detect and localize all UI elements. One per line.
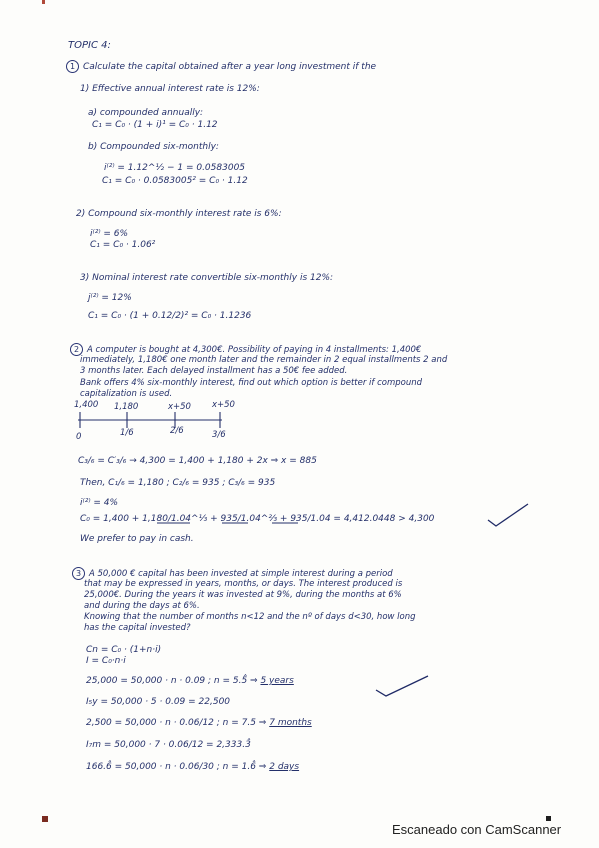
scanner-watermark: Escaneado con CamScanner xyxy=(392,822,562,837)
problem-3-number: 3 xyxy=(72,567,85,580)
problem-2-number: 2 xyxy=(70,343,83,356)
p3-formula-1: Cn = C₀ · (1+n·i) xyxy=(86,645,162,655)
p3-eq-4: I₇m = 50,000 · 7 · 0.06/12 = 2,333.3̂ xyxy=(86,740,251,750)
problem-3-line-2: that may be expressed in years, months, or days. The interest produced is xyxy=(84,579,403,589)
p3-formula-2: I = C₀·n·i xyxy=(86,656,126,666)
problem-2-line-4: Bank offers 4% six-monthly interest, find out which option is better if compound xyxy=(80,378,423,388)
scan-mark-bottom-right xyxy=(546,816,551,821)
p3-eq-3: 2,500 = 50,000 · n · 0.06/12 ; n = 7.5 ⇒ 7 months xyxy=(86,718,312,728)
p3-eq-5: 166.6̂ = 50,000 · n · 0.06/30 ; n = 1.6̂ ⇒ 2 days xyxy=(86,762,300,772)
p3-result-years: 5 years xyxy=(260,676,294,686)
p1-case-3: 3) Nominal interest rate convertible six-monthly is 12%: xyxy=(80,273,334,283)
problem-2-line-5: capitalization is used. xyxy=(80,389,173,399)
timeline-bottom-1: 1/6 xyxy=(120,428,134,438)
p1-case-1a-eq: C₁ = C₀ · (1 + i)¹ = C₀ · 1.12 xyxy=(92,120,218,130)
timeline-bottom-3: 3/6 xyxy=(212,430,226,440)
p3-result-days: 2 days xyxy=(269,762,300,772)
problem-3-line-3: 25,000€. During the years it was invested at 9%, during the months at 6% xyxy=(84,590,402,600)
p2-eq-4: C₀ = 1,400 + 1,180/1.04^⅓ + 935/1.04^⅔ + 935/1.04 = 4,412.0448 > 4,300 xyxy=(80,514,435,524)
p2-eq-2: Then, C₁/₆ = 1,180 ; C₂/₆ = 935 ; C₃/₆ = 935 xyxy=(80,478,276,488)
problem-2-line-3: 3 months later. Each delayed installment has a 50€ fee added. xyxy=(80,366,348,376)
problem-2-line-1: 2 A computer is bought at 4,300€. Possibility of paying in 4 installments: 1,400€ xyxy=(70,343,421,356)
problem-1-number: 1 xyxy=(66,60,79,73)
p1-case-3-eq2: C₁ = C₀ · (1 + 0.12/2)² = C₀ · 1.1236 xyxy=(88,311,252,321)
problem-2-line-2: immediately, 1,180€ one month later and the remainder in 2 equal installments 2 and xyxy=(80,355,448,365)
timeline-bottom-2: 2/6 xyxy=(170,426,184,436)
p1-case-2-eq2: C₁ = C₀ · 1.06² xyxy=(90,240,156,250)
page-title: TOPIC 4: xyxy=(68,40,111,51)
p1-case-1: 1) Effective annual interest rate is 12%: xyxy=(80,84,260,94)
p3-eq-1: 25,000 = 50,000 · n · 0.09 ; n = 5.5̂ ⇒ 5 years xyxy=(86,676,294,686)
problem-3-line-5: Knowing that the number of months n<12 and the nº of days d<30, how long xyxy=(84,612,416,622)
p2-eq-1: C₃/₆ = C′₃/₆ → 4,300 = 1,400 + 1,180 + 2x ⇒ x = 885 xyxy=(78,456,317,466)
timeline-bottom-0: 0 xyxy=(76,432,82,442)
p1-case-1a: a) compounded annually: xyxy=(88,108,204,118)
scan-mark-bottom-left xyxy=(42,816,48,822)
p1-case-3-eq1: j⁽²⁾ = 12% xyxy=(88,293,132,303)
timeline-top-3: x+50 xyxy=(212,400,235,410)
timeline-top-2: x+50 xyxy=(168,402,191,412)
problem-1-statement: 1 Calculate the capital obtained after a year long investment if the xyxy=(66,60,376,73)
p2-eq-3: i⁽²⁾ = 4% xyxy=(80,498,119,508)
p3-result-months: 7 months xyxy=(269,718,312,728)
p1-case-1b: b) Compounded six-monthly: xyxy=(88,142,219,152)
timeline-top-1: 1,180 xyxy=(114,402,139,412)
problem-3-line-6: has the capital invested? xyxy=(84,623,191,633)
timeline-top-0: 1,400 xyxy=(74,400,99,410)
p3-eq-2: I₅y = 50,000 · 5 · 0.09 = 22,500 xyxy=(86,697,231,707)
p1-case-1b-eq1: i⁽²⁾ = 1.12^½ − 1 = 0.0583005 xyxy=(104,163,246,173)
p1-case-2-eq1: i⁽²⁾ = 6% xyxy=(90,229,129,239)
problem-3-line-1: 3 A 50,000 € capital has been invested at simple interest during a period xyxy=(72,567,393,580)
p1-case-2: 2) Compound six-monthly interest rate is 6%: xyxy=(76,209,282,219)
problem-3-line-4: and during the days at 6%. xyxy=(84,601,200,611)
p2-conclusion: We prefer to pay in cash. xyxy=(80,534,194,544)
p1-case-1b-eq2: C₁ = C₀ · 0.0583005² = C₀ · 1.12 xyxy=(102,176,248,186)
